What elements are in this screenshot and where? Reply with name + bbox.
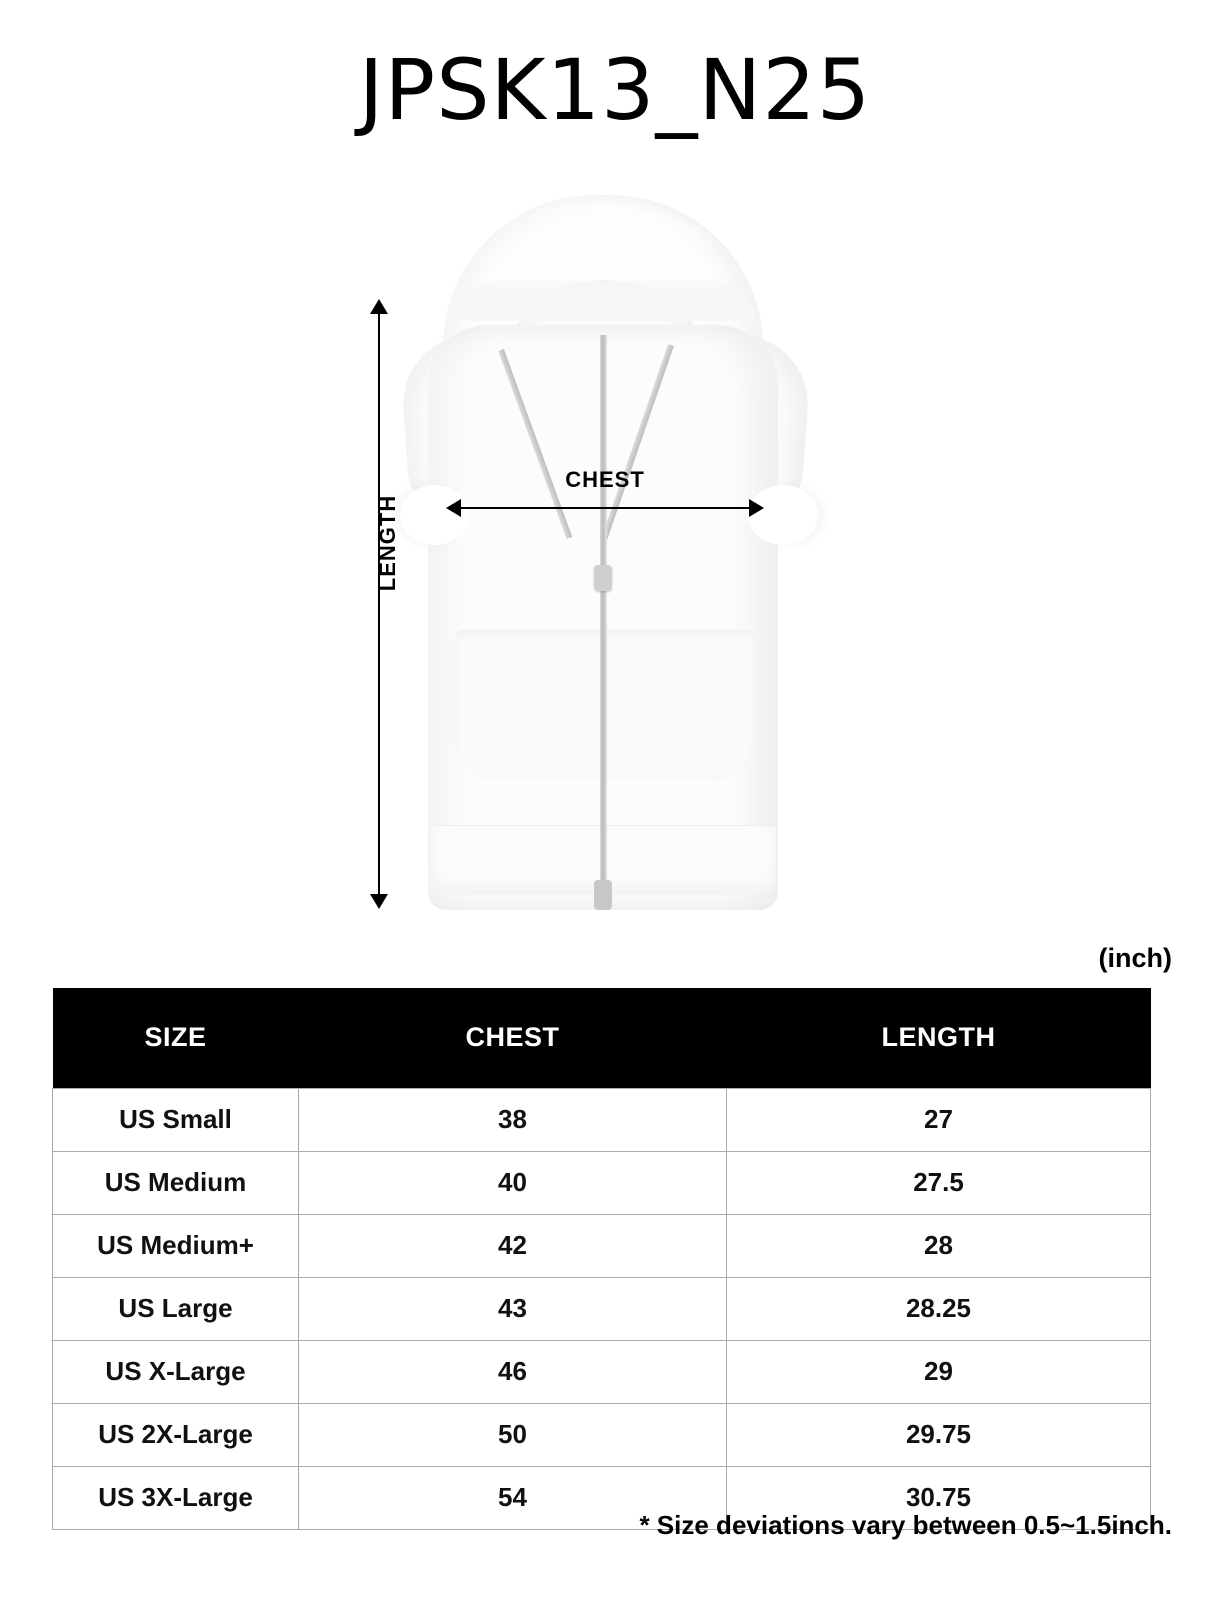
zipper-pull-icon [594, 565, 612, 591]
table-header-row [53, 988, 1151, 1088]
cell-size: US Large [53, 1277, 299, 1340]
unit-note: (inch) [1098, 943, 1172, 973]
cell-size: US Small [53, 1088, 299, 1151]
center-zipper-shape [600, 335, 607, 895]
chest-measure-arrow-icon [460, 507, 750, 509]
cell-size: US Medium [53, 1151, 299, 1214]
cell-chest: 50 [299, 1403, 727, 1466]
cell-chest: 46 [299, 1340, 727, 1403]
zipper-bottom-stop-icon [594, 880, 612, 910]
table-row [53, 1151, 1151, 1214]
table-row [53, 1340, 1151, 1403]
garment-graphic [0, 185, 1230, 945]
table-row [53, 1403, 1151, 1466]
cell-size: US Medium+ [53, 1214, 299, 1277]
cell-size: US X-Large [53, 1340, 299, 1403]
column-header-size: SIZE [53, 988, 299, 1088]
length-measure-label: LENGTH [375, 494, 400, 592]
cell-length: 27.5 [727, 1151, 1151, 1214]
column-header-chest: CHEST [299, 988, 727, 1088]
cell-chest: 40 [299, 1151, 727, 1214]
cell-size: US 2X-Large [53, 1403, 299, 1466]
cell-chest: 38 [299, 1088, 727, 1151]
cell-length: 27 [727, 1088, 1151, 1151]
page-title: JPSK13_N25 [358, 41, 872, 139]
chest-measure-label: CHEST [565, 467, 645, 492]
hood-edge-shape [455, 281, 755, 321]
product-illustration [0, 185, 1230, 945]
column-header-length: LENGTH [727, 988, 1151, 1088]
cell-chest: 54 [299, 1466, 727, 1529]
cell-length: 28 [727, 1214, 1151, 1277]
cell-chest: 43 [299, 1277, 727, 1340]
size-table [52, 988, 1151, 1530]
table-row [53, 1088, 1151, 1151]
table-row [53, 1214, 1151, 1277]
cell-size: US 3X-Large [53, 1466, 299, 1529]
cell-length: 29 [727, 1340, 1151, 1403]
table-row [53, 1277, 1151, 1340]
cell-length: 28.25 [727, 1277, 1151, 1340]
size-deviation-footnote: * Size deviations vary between 0.5~1.5inch. [639, 1510, 1172, 1540]
cell-length: 30.75 [727, 1466, 1151, 1529]
cell-chest: 42 [299, 1214, 727, 1277]
cell-length: 29.75 [727, 1403, 1151, 1466]
